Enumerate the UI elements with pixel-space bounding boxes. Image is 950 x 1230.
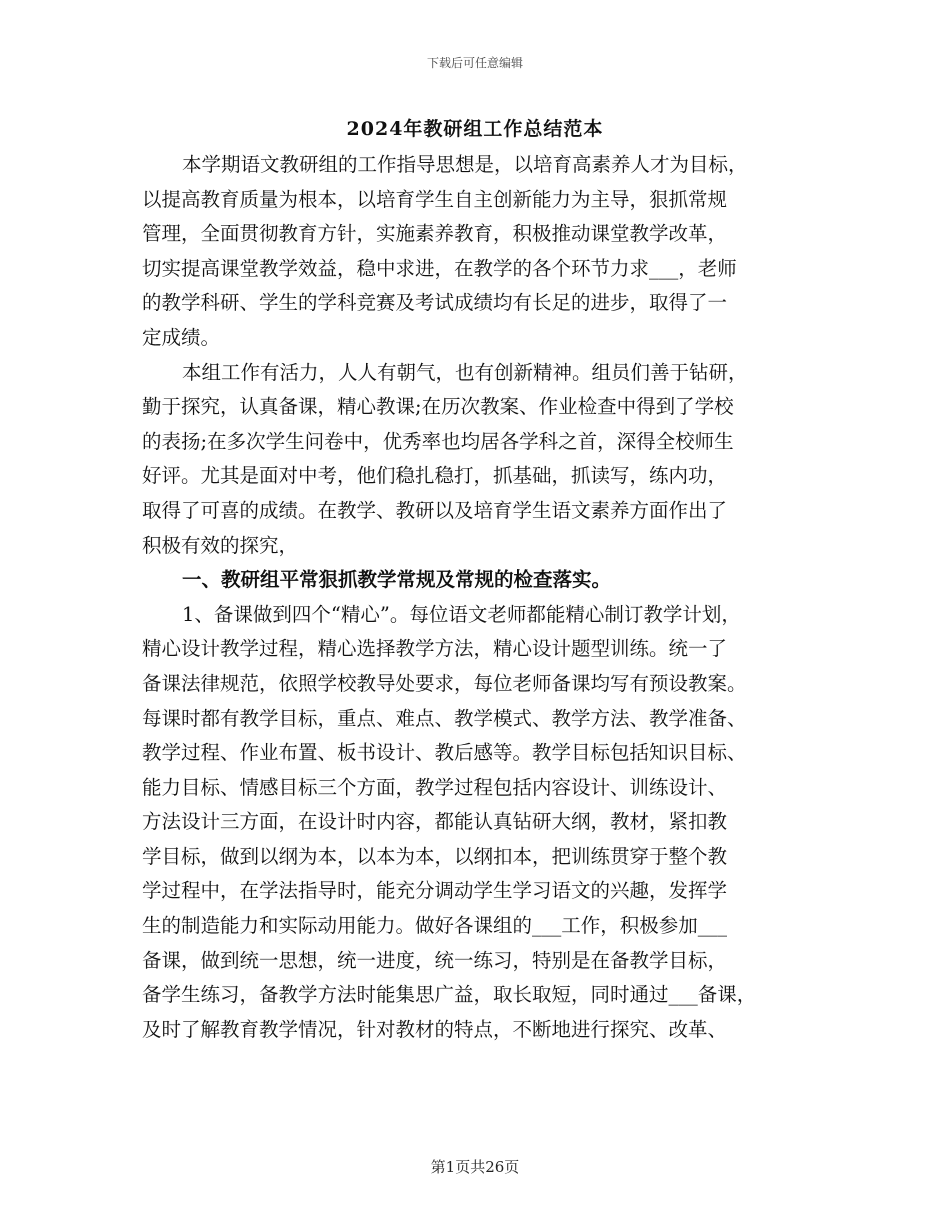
paragraph-line: 教学过程、作业布置、板书设计、教后感等。教学目标包括知识目标、 <box>142 741 747 765</box>
paragraph-line: 学过程中，在学法指导时，能充分调动学生学习语文的兴趣，发挥学 <box>142 879 728 903</box>
paragraph-line: 备课，做到统一思想，统一进度，统一练习，特别是在备教学目标， <box>142 948 728 972</box>
paragraph-line: 方法设计三方面，在设计时内容，都能认真钻研大纲，教材，紧扣教 <box>142 810 728 834</box>
header-note: 下载后可任意编辑 <box>426 56 523 70</box>
paragraph-line: 好评。尤其是面对中考，他们稳扎稳打，抓基础，抓读写，练内功， <box>142 464 728 488</box>
paragraph-line: 取得了可喜的成绩。在教学、教研以及培育学生语文素养方面作出了 <box>142 498 728 522</box>
paragraph-line: 备课法律规范，依照学校教导处要求，每位老师备课均写有预设教案。 <box>142 671 747 695</box>
paragraph-line: 积极有效的探究， <box>142 533 299 557</box>
paragraph-line: 的教学科研、学生的学科竞赛及考试成绩均有长足的进步，取得了一 <box>142 291 728 315</box>
paragraph-line: 勤于探究，认真备课，精心教课;在历次教案、作业检查中得到了学校 <box>142 395 734 419</box>
paragraph-line: 本学期语文教研组的工作指导思想是，以培育高素养人才为目标， <box>182 153 748 176</box>
paragraph-line: 生的制造能力和实际动用能力。做好各课组的___工作，积极参加___ <box>142 914 728 938</box>
document-body <box>142 148 822 1047</box>
section-heading: 一、教研组平常狠抓教学常规及常规的检查落实。 <box>182 568 612 592</box>
paragraph-line: 定成绩。 <box>142 325 221 349</box>
paragraph-line: 能力目标、情感目标三个方面，教学过程包括内容设计、训练设计、 <box>142 775 728 799</box>
page-number-footer: 第1页共26页 <box>430 1158 520 1176</box>
paragraph-line: 切实提高课堂教学效益，稳中求进，在教学的各个环节力求___，老师 <box>142 256 737 280</box>
paragraph-line: 学目标，做到以纲为本，以本为本，以纲扣本，把训练贯穿于整个教 <box>142 844 728 868</box>
paragraph-line: 的表扬;在多次学生问卷中，优秀率也均居各学科之首，深得全校师生 <box>142 429 734 453</box>
paragraph-line: 每课时都有教学目标，重点、难点、教学模式、教学方法、教学准备、 <box>142 706 747 730</box>
document-title: 2024年教研组工作总结范本 <box>346 118 604 140</box>
paragraph-line: 及时了解教育教学情况，针对教材的特点，不断地进行探究、改革、 <box>142 1017 728 1041</box>
paragraph-line: 管理，全面贯彻教育方针，实施素养教育，积极推动课堂教学改革， <box>142 222 728 246</box>
paragraph-line: 以提高教育质量为根本，以培育学生自主创新能力为主导，狠抓常规 <box>142 187 728 211</box>
paragraph-line: 本组工作有活力，人人有朝气，也有创新精神。组员们善于钻研， <box>182 360 748 384</box>
paragraph-line: 1、备课做到四个“精心”。每位语文老师都能精心制订教学计划， <box>182 602 741 626</box>
paragraph-line: 备学生练习，备教学方法时能集思广益，取长取短，同时通过___备课， <box>142 983 757 1007</box>
paragraph-line: 精心设计教学过程，精心选择教学方法，精心设计题型训练。统一了 <box>142 637 728 661</box>
